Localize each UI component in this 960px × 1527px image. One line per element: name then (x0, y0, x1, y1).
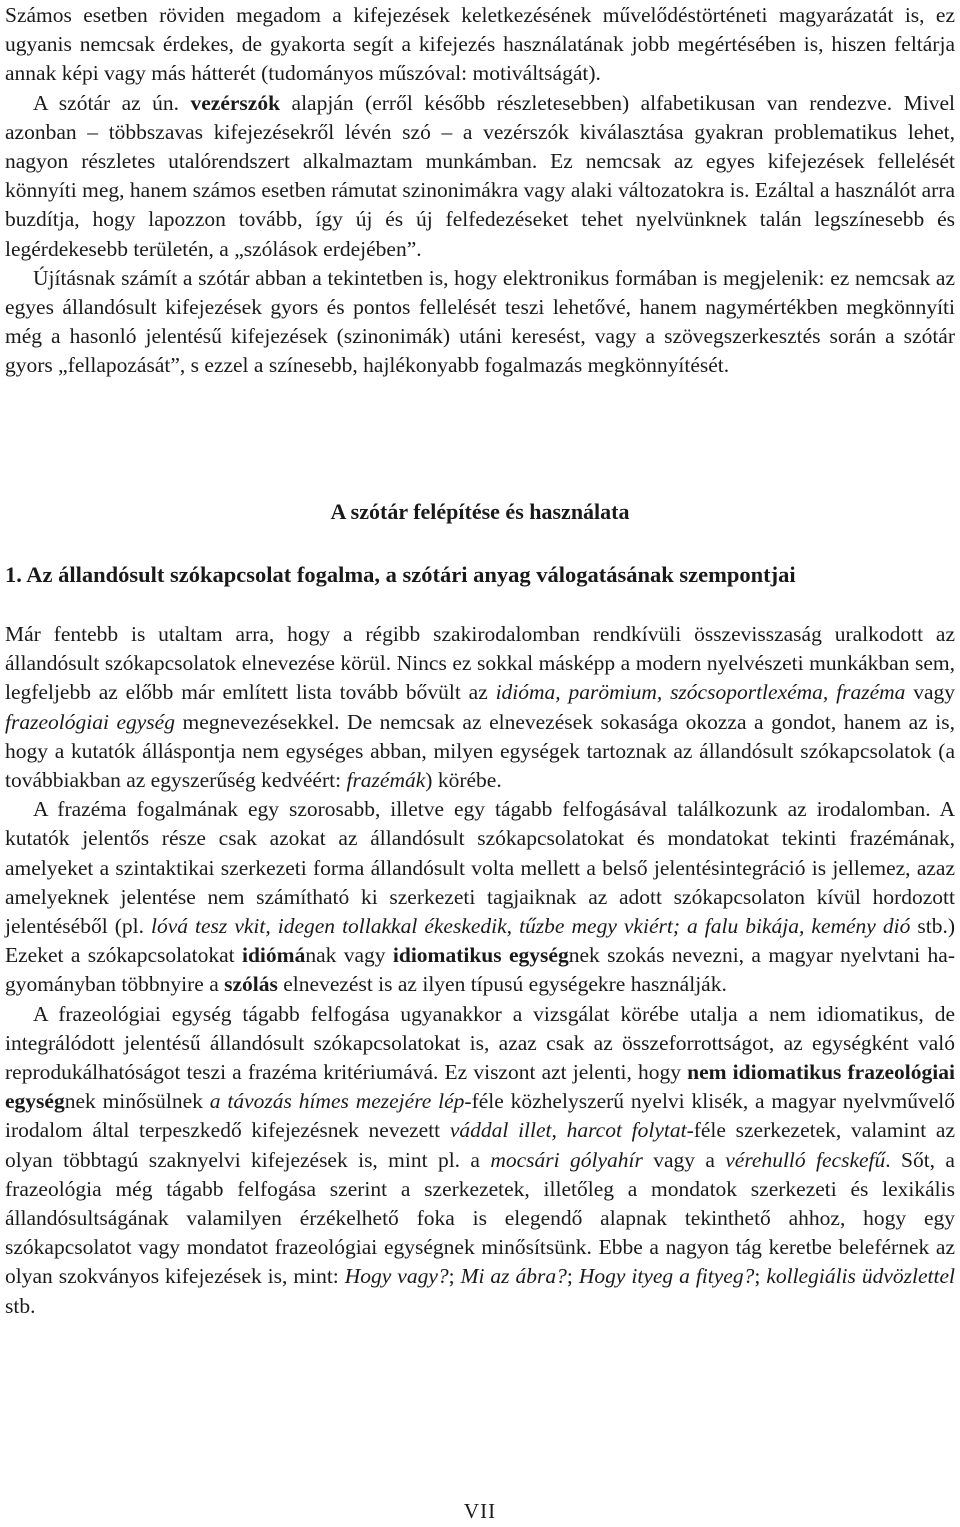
body-text: stb.) Ezeket a szókapcsolatokat (5, 914, 955, 968)
term-vezerszok: vezérszók (190, 90, 281, 115)
bold-term: idiomatikus egység (392, 943, 569, 968)
italic-term: frazémák (346, 768, 426, 793)
body-paragraph-2 (5, 795, 955, 999)
section-title: A szótár felépítése és használata (330, 499, 630, 524)
intro-paragraph-2-text: alapján (erről később részletesebben) alfabetikusan van rendezve. Mivel azonban – többszavas kifejezésekről lévén szó – a vezérszók kiválasztása gyakran problematikus lehet, nagyon részletes utalórendszert alkalmaztam munkámban. Ez nemcsak az egyes kifejezések fellelését könnyíti meg, hanem számos esetben rámutat szinonimákra vagy alaki változatokra is. Ezáltal a használót arra buzdítja, hogy lapozzon tovább, így új és új felfedezéseket tehet nyelvünknek talán legszínesebb és legérdekesebb területén, a „szólások erdejében”. (5, 90, 956, 261)
intro-paragraph-3: Újításnak számít a szótár abban a tekintetben is, hogy elektronikus formában is megjelenik: ez nemcsak az egyes állandósult kifejezések gyors és pontos fellelését teszi lehetővé, hanem nagymértékben megkönnyíti még a hasonló jelentésű kifejezések (szinonimák) utáni keresést, vagy a szövegszerkesztés során a szótár gyors „fellapozását”, s ezzel a színesebb, hajlékonyabb fogalmazás megkönnyítését. (5, 265, 955, 378)
body-text: nek minősülnek (64, 1089, 210, 1114)
chapter-body (5, 620, 955, 1321)
body-text: ; (754, 1264, 767, 1289)
italic-example: Hogy vagy? (344, 1264, 449, 1289)
body-paragraph-1 (5, 620, 955, 795)
body-text: ; (448, 1264, 461, 1289)
bold-term: idiómá (242, 943, 306, 968)
bold-term: szólás (224, 972, 278, 997)
body-text: nek szokás nevezni, a magyar nyelvtani hagyományban többnyire a (5, 943, 955, 997)
page-number: VII (463, 1499, 497, 1523)
body-text: vagy (905, 680, 955, 705)
body-text: A frazeológiai egység tágabb felfogása ugyanakkor a vizsgálat körébe utalja a nem idiomatikus, de integrálódott jelentésű állandósult szókapcsolatokat is, azaz csak az összeforrottságot, az egységként való reprodukálhatóságot teszi a frazéma kritériumává. Ez viszont azt jelenti, hogy (5, 1001, 955, 1085)
italic-example: vérehulló fecskefű (725, 1147, 886, 1172)
italic-example: kollegiális üdvözlettel (766, 1264, 955, 1289)
body-text: Már fentebb is utaltam arra, hogy a régibb szakirodalomban rendkívüli összevisszaság uralkodott az állandósult szókapcsolatok elnevezése körül. Nincs ez sokkal másképp a modern nyelvészeti munkákban sem, legfeljebb az előbb már említett lista tovább bővült az (5, 622, 955, 705)
italic-example: Hogy ityeg a fityeg? (578, 1264, 755, 1289)
body-text: -féle közhelyszerű nyelvi klisék, a magyar nyelvművelő irodalom által terpeszkedő kifejezésnek nevezett (5, 1089, 955, 1143)
intro-text-block (5, 1, 955, 381)
italic-example: a távozás hímes mezejére lép (209, 1089, 465, 1114)
body-text: stb. (5, 1293, 36, 1318)
chapter-title: 1. Az állandósult szókapcsolat fogalma, a szótári anyag válogatásának szempontjai (5, 562, 796, 587)
italic-example: lóvá tesz vkit, idegen tollakkal ékeskedik, tűzbe megy vkiért; a falu bikája, kemény dió (151, 914, 911, 939)
bold-term: nem idiomatikus frazeológiai egység (5, 1060, 955, 1114)
intro-paragraph-1: Számos esetben röviden megadom a kifejezések keletkezésének művelődéstörténeti magyarázatát is, ez ugyanis nemcsak érdekes, de gyakorta segít a kifejezés használatának jobb megértésében is, hiszen feltárja annak képi vagy más hátterét (tudományos műszóval: motiváltságát). (5, 3, 955, 86)
body-text: elnevezést is az ilyen típusú egységekre használják. (277, 972, 727, 997)
body-text: vagy a (642, 1147, 726, 1172)
italic-example: Mi az ábra? (460, 1264, 567, 1289)
italic-term: frazeológiai egység (5, 709, 175, 734)
italic-example: mocsári gólyahír (490, 1147, 643, 1172)
body-text: -féle szerkezetek, valamint az olyan többtagú szaknyelvi kifejezések is, mint pl. a (5, 1118, 955, 1172)
italic-term: idióma, parömium, szócsoportlexéma, frazéma (495, 680, 906, 705)
body-text: . Sőt, a frazeológia még tágabb felfogása szerint a szerkezetek, illetőleg a mondatok szerkezeti és lexikális állandósultságának valamilyen érzékelhető foka is elegendő alapnak tekinthető ahhoz, hogy egy szókapcsolatot vagy mondatot frazeológiai egységnek minősítsünk. Ebbe a nagyon tág keretbe beleférnek az olyan szokványos kifejezések is, mint: (5, 1147, 955, 1289)
italic-example: váddal illet, harcot folytat (449, 1118, 687, 1143)
body-text: ) körébe. (425, 768, 502, 793)
intro-paragraph-2 (5, 89, 955, 264)
body-text: A frazéma fogalmának egy szorosabb, illetve egy tágabb felfogásával találkozunk az irodalomban. A kutatók jelentős része csak azokat az állandósult szókapcsolatokat és mondatokat tekinti frazémának, amelyeket a szintaktikai szerkezeti forma állandósult volta mellett a belső jelentésintegráció is jellemez, azaz amelyeknek jelentése nem számítható ki szerkezeti tagjaiknak az adott szókapcsolaton kívül hordozott jelentéséből (pl. (5, 797, 955, 939)
body-paragraph-3 (5, 1000, 955, 1321)
body-text: nak vagy (305, 943, 393, 968)
intro-paragraph-2-text: A szótár az ún. (33, 90, 191, 115)
body-text: ; (566, 1264, 579, 1289)
body-text: megnevezésekkel. De nemcsak az elnevezések sokasága okozza a gondot, hanem az is, hogy a kutatók álláspontja nem egységes abban, milyen egységek tartoznak az állandósult szókapcsolatok (a továbbiakban az egyszerűség kedvéért: (5, 709, 955, 793)
